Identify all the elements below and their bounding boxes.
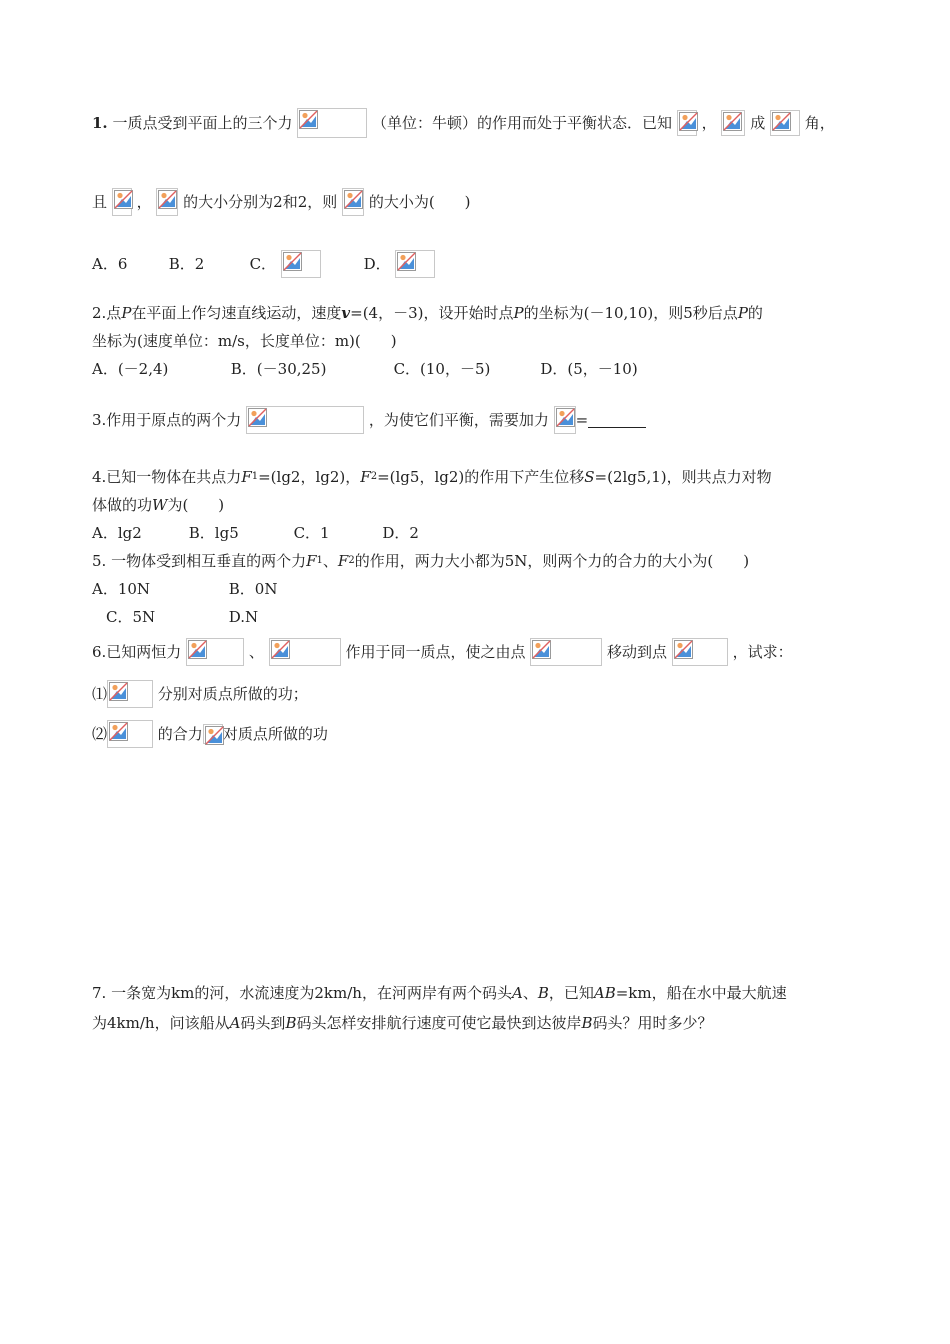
q2-text: 的	[747, 304, 763, 322]
q4-sub: 2	[370, 471, 378, 482]
q2-text: 坐标为(速度单位：m/s，长度单位：m)( )	[92, 332, 397, 350]
option-b: B．2	[168, 255, 205, 273]
q5-options-ab	[92, 578, 277, 599]
q4-options	[92, 522, 419, 543]
q6-text: 移动到点	[607, 643, 668, 661]
q2-text: 在平面上作匀速直线运动，速度	[131, 304, 342, 322]
broken-image-icon	[554, 406, 576, 434]
q1-text: 的大小为( )	[368, 193, 471, 211]
q6-text: 分别对质点所做的功；	[157, 685, 308, 703]
q5-var: F	[337, 552, 349, 570]
q2-options	[92, 358, 638, 379]
q4-text: 为( )	[167, 496, 225, 514]
q6-text: 、	[248, 643, 264, 661]
q4-text: 体做的功	[92, 496, 153, 514]
q7-text: 7. 一条宽为km的河，水流速度为2km/h，在河两岸有两个码头	[92, 984, 512, 1002]
q7-text: 为4km/h，问该船从	[92, 1014, 230, 1032]
q7-var: A	[511, 984, 523, 1002]
option-d: D．(5，－10)	[540, 360, 638, 378]
q4-line2	[92, 494, 224, 515]
q6-part2	[92, 720, 328, 748]
q6-text: 6.已知两恒力	[92, 643, 182, 661]
q6-text: ，试求：	[732, 643, 793, 661]
q7-text: =km，船在水中最大航速	[615, 984, 787, 1002]
broken-image-icon	[203, 724, 223, 744]
q7-text: 码头怎样安排航行速度可使它最快到达彼岸	[296, 1014, 582, 1032]
q6-text: 对质点所做的功	[222, 725, 328, 743]
option-a: A．(－2,4)	[92, 360, 169, 378]
q2-var: v	[341, 304, 351, 322]
q6-text: 的合力	[157, 725, 203, 743]
q5-sub: 2	[348, 555, 355, 566]
q4-text: =(lg5，lg2)的作用下产生位移	[377, 468, 585, 486]
broken-image-icon	[156, 188, 178, 216]
option-d: D.N	[228, 608, 259, 626]
q1-line1	[92, 108, 835, 138]
broken-image-icon	[672, 638, 728, 666]
broken-image-icon	[112, 188, 132, 216]
option-d: D．	[363, 255, 391, 273]
q1-options	[92, 250, 435, 278]
q2-text: 2.点	[92, 304, 122, 322]
q6-text: 作用于同一质点，使之由点	[345, 643, 526, 661]
q6-part1	[92, 680, 308, 708]
option-c: C．	[249, 255, 277, 273]
q1-text: 的大小分别为2和2，则	[183, 193, 338, 211]
q3-text: 3.作用于原点的两个力	[92, 411, 242, 429]
option-b: B．(－30,25)	[230, 360, 327, 378]
q2-var: P	[737, 304, 748, 322]
q5-text: 、	[322, 552, 338, 570]
answer-blank[interactable]	[588, 413, 646, 428]
q7-text: 码头？用时多少？	[592, 1014, 713, 1032]
q4-var: F	[360, 468, 371, 486]
q2-text: 的坐标为(－10,10)，则5秒后点	[523, 304, 738, 322]
broken-image-icon	[107, 720, 153, 748]
q2-var: P	[513, 304, 524, 322]
q4-var: S	[584, 468, 595, 486]
q3-text: ，为使它们平衡，需要加力	[368, 411, 549, 429]
option-c: C．(10，－5)	[393, 360, 491, 378]
q7-var: B	[581, 1014, 593, 1032]
q3-line	[92, 406, 646, 434]
broken-image-icon	[269, 638, 341, 666]
option-c: C．1	[293, 524, 330, 542]
broken-image-icon	[297, 108, 367, 138]
q7-var: A	[229, 1014, 241, 1032]
q4-line1	[92, 466, 772, 487]
broken-image-icon	[281, 250, 321, 278]
q5-sub: 1	[316, 555, 323, 566]
q7-text: 码头到	[240, 1014, 286, 1032]
broken-image-icon	[677, 110, 697, 136]
broken-image-icon	[246, 406, 364, 434]
q5-text: 的作用，两力大小都为5N，则两个力的合力的大小为( )	[354, 552, 750, 570]
option-b: B．0N	[228, 580, 278, 598]
q4-text: =(2lg5,1)，则共点力对物	[594, 468, 772, 486]
q1-text: ，	[701, 114, 717, 132]
q4-var: W	[152, 496, 168, 514]
broken-image-icon	[530, 638, 602, 666]
q2-line1	[92, 302, 763, 323]
option-b: B．lg5	[188, 524, 239, 542]
q6-text: ⑵	[92, 725, 108, 743]
q3-text: =	[575, 411, 589, 429]
q2-var: P	[121, 304, 132, 322]
q7-line1	[92, 982, 787, 1003]
broken-image-icon	[186, 638, 244, 666]
q4-text: 4.已知一物体在共点力	[92, 468, 242, 486]
broken-image-icon	[721, 110, 745, 136]
option-a: A．10N	[92, 580, 151, 598]
q7-var: AB	[593, 984, 616, 1002]
q5-options-cd	[106, 606, 258, 627]
q1-text: 一质点受到平面上的三个力	[112, 114, 293, 132]
q5-line	[92, 550, 749, 571]
q1-text: 成	[750, 114, 766, 132]
broken-image-icon	[342, 188, 364, 216]
q7-text: ，已知	[548, 984, 594, 1002]
option-d: D．2	[382, 524, 419, 542]
q5-text: 5. 一物体受到相互垂直的两个力	[92, 552, 307, 570]
q2-text: =(4，－3)，设开始时点	[350, 304, 514, 322]
q1-text: 且	[92, 193, 108, 211]
option-c: C．5N	[106, 608, 156, 626]
q4-var: F	[241, 468, 252, 486]
q1-text: 角，	[804, 114, 835, 132]
q1-number: 1.	[92, 114, 108, 132]
q6-text: ⑴	[92, 685, 108, 703]
q7-text: 、	[522, 984, 538, 1002]
option-a: A．lg2	[92, 524, 142, 542]
broken-image-icon	[770, 110, 800, 136]
q1-line2	[92, 188, 471, 216]
option-a: A．6	[92, 255, 128, 273]
q4-sub: 1	[251, 471, 259, 482]
broken-image-icon	[107, 680, 153, 708]
q7-var: B	[537, 984, 549, 1002]
q5-var: F	[306, 552, 317, 570]
broken-image-icon	[395, 250, 435, 278]
q7-var: B	[285, 1014, 297, 1032]
q1-text: ，	[136, 193, 152, 211]
q7-line2	[92, 1012, 713, 1033]
q1-text: （单位：牛顿）的作用而处于平衡状态．已知	[372, 114, 673, 132]
q6-line1	[92, 638, 793, 666]
q2-line2	[92, 330, 397, 351]
q4-text: =(lg2，lg2)，	[258, 468, 361, 486]
